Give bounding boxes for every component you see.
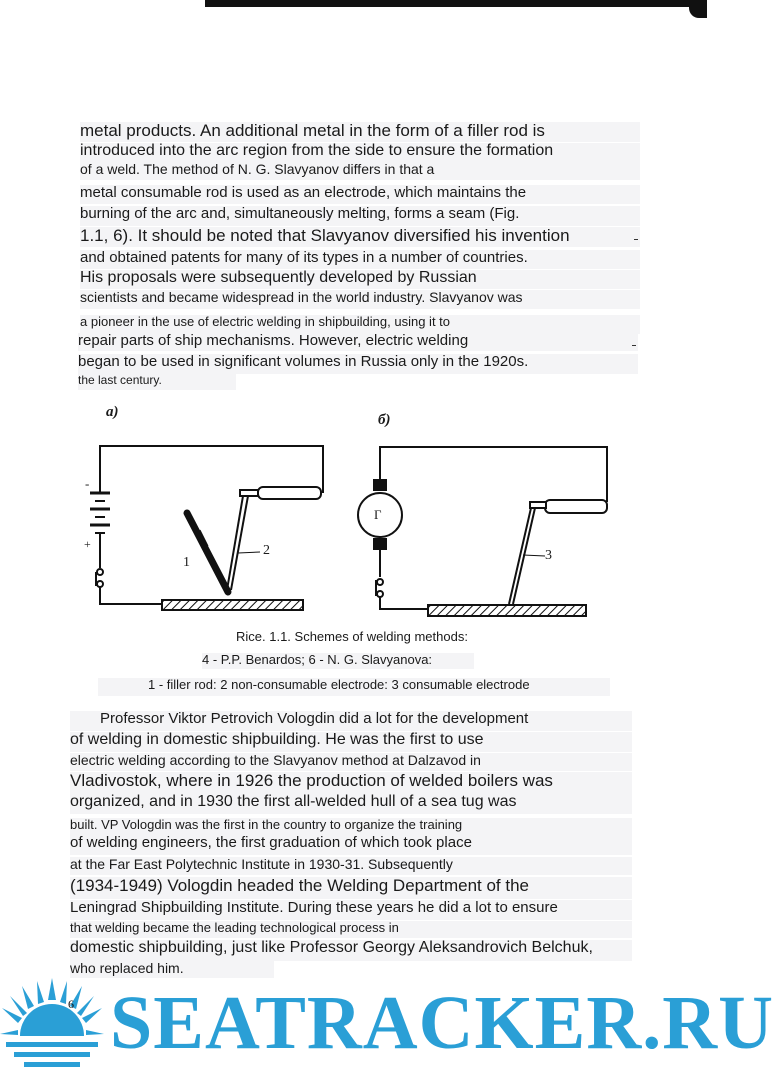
text-line: of a weld. The method of N. G. Slavyanov differs in that a (80, 162, 640, 180)
label-1: 1 (183, 555, 190, 570)
text-line: metal products. An additional metal in the form of a filler rod is (80, 122, 640, 142)
workpiece-b (428, 605, 586, 616)
electrode-holder-b (545, 500, 607, 513)
circuit-wire-b (380, 447, 607, 502)
text-line: 1.1, 6). It should be noted that Slavyanov diversified his invention (80, 227, 640, 247)
text-line: of welding engineers, the first graduation of which took place (70, 835, 632, 855)
text-line: repair parts of ship mechanisms. However, electric welding (78, 333, 638, 351)
seatracker-sun-logo (0, 978, 105, 1078)
text-line: Leningrad Shipbuilding Institute. During these years he did a lot to ensure (70, 900, 632, 920)
page-number: 6 (68, 997, 74, 1011)
text-line: a pioneer in the use of electric welding in shipbuilding, using it to (80, 315, 640, 334)
text-line: domestic shipbuilding, just like Professor Georgy Aleksandrovich Belchuk, (70, 940, 632, 961)
diagram-b (358, 447, 607, 616)
text-line: the last century. (78, 374, 236, 390)
workpiece-a (162, 600, 303, 610)
seatracker-watermark: SEATRACKER.RU (110, 981, 774, 1065)
caption-line: Rice. 1.1. Schemes of welding methods: (236, 629, 468, 644)
filler-rod (187, 513, 228, 592)
caption-line: 1 - filler rod: 2 non-consumable electrode: 3 consumable electrode (98, 678, 610, 696)
text-line: Professor Viktor Petrovich Vologdin did a lot for the development (70, 711, 632, 731)
text-line: organized, and in 1930 the first all-welded hull of a sea tug was (70, 794, 632, 814)
battery-minus-label: - (85, 476, 90, 491)
caption-line: 4 - P.P. Benardos; 6 - N. G. Slavyanova: (202, 653, 474, 669)
text-line: built. VP Vologdin was the first in the country to organize the training (70, 818, 632, 835)
battery-plus-label: + (84, 537, 91, 551)
figure-label-a: a) (106, 404, 119, 420)
text-line: who replaced him. (70, 961, 274, 978)
label-3: 3 (545, 548, 552, 563)
electrode-holder-a (258, 487, 321, 499)
text-line: scientists and became widespread in the world industry. Slavyanov was (80, 290, 640, 309)
label-2: 2 (263, 543, 270, 558)
text-line: burning of the arc and, simultaneously melting, forms a seam (Fig. (80, 206, 640, 226)
diagram-a (90, 446, 323, 610)
circuit-wire-a (100, 446, 323, 493)
text-line: electric welding according to the Slavyanov method at Dalzavod in (70, 753, 632, 771)
text-line: began to be used in significant volumes in Russia only in the 1920s. (78, 354, 638, 374)
text-line: (1934-1949) Vologdin headed the Welding Department of the (70, 877, 632, 899)
text-line: introduced into the arc region from the side to ensure the formation (80, 143, 640, 163)
text-line: that welding became the leading technological process in (70, 921, 632, 938)
generator-label: Г (374, 507, 382, 522)
text-line: His proposals were subsequently developed by Russian (80, 270, 640, 289)
text-line: and obtained patents for many of its types in a number of countries. (80, 250, 640, 269)
text-line: at the Far East Polytechnic Institute in 1930-31. Subsequently (70, 857, 632, 875)
text-line: metal consumable rod is used as an electrode, which maintains the (80, 185, 640, 204)
figure-label-b: б) (378, 412, 391, 428)
text-line: Vladivostok, where in 1926 the production of welded boilers was (70, 772, 632, 794)
text-line: of welding in domestic shipbuilding. He was the first to use (70, 732, 632, 752)
